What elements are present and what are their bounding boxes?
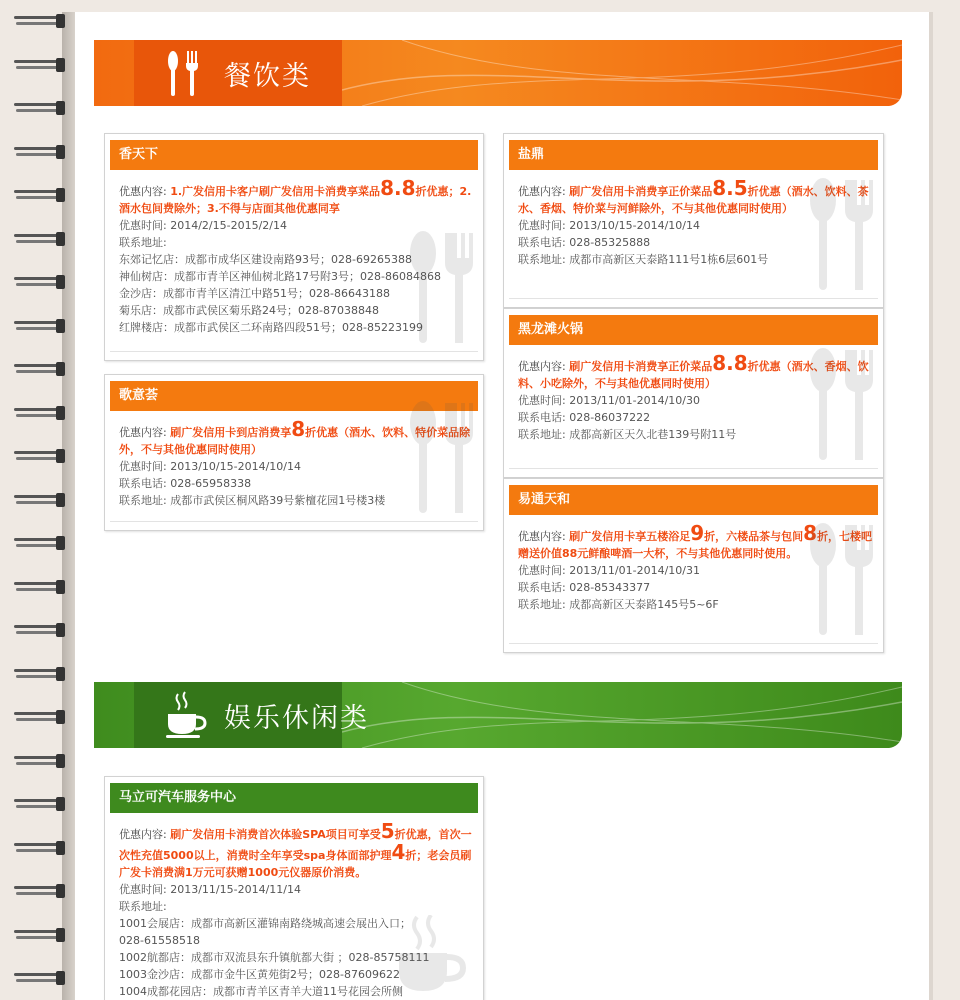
banner-swoosh-decoration [342, 40, 902, 106]
banner-swoosh-decoration [342, 682, 902, 748]
coffee-cup-icon [164, 690, 208, 740]
spiral-ring [14, 754, 66, 768]
merchant-name: 盐鼎 [509, 140, 878, 170]
spiral-ring [14, 623, 66, 637]
merchant-name: 香天下 [110, 140, 478, 170]
contact-line: 红牌楼店：成都市武侯区二环南路四段51号；028-85223199 [119, 321, 423, 334]
spiral-ring [14, 14, 66, 28]
merchant-card [104, 133, 484, 361]
spiral-ring [14, 710, 66, 724]
offer-post: 折优惠（酒水、饮料、特价菜品除外，不与其他优惠同时使用） [119, 426, 471, 456]
offer-pre: 刷广发信用卡消费享正价菜品 [569, 185, 713, 198]
card-divider [509, 468, 878, 469]
offer-time: 优惠时间: 2013/10/15-2014/10/14 [518, 219, 700, 232]
offer-discount-2: 4 [391, 840, 406, 864]
spiral-ring [14, 928, 66, 942]
fork-spoon-watermark-icon [405, 228, 475, 348]
spiral-ring [14, 667, 66, 681]
contact-line: 神仙树店：成都市青羊区神仙树北路17号附3号；028-86084868 [119, 270, 441, 283]
offer-label: 优惠内容: [518, 185, 566, 198]
spiral-ring [14, 232, 66, 246]
spiral-ring [14, 58, 66, 72]
offer-post: 折，七楼吧赠送价值88元鲜酿啤酒一大杯，不与其他优惠同时使用。 [518, 530, 873, 560]
fork-spoon-watermark-icon [805, 520, 875, 640]
offer-label: 优惠内容: [119, 828, 167, 841]
merchant-card [503, 133, 884, 308]
category-title: 餐饮类 [224, 61, 311, 92]
offer-label: 优惠内容: [518, 360, 566, 373]
spiral-ring [14, 101, 66, 115]
offer-post: 折优惠（酒水、香烟、饮料、小吃除外，不与其他优惠同时使用） [518, 360, 869, 390]
merchant-name: 黑龙滩火锅 [509, 315, 878, 345]
offer-discount: 8.5 [712, 176, 748, 200]
contact-line: 028-61558518 [119, 934, 200, 947]
offer-pre: 1.广发信用卡客户刷广发信用卡消费享菜品 [170, 185, 381, 198]
fork-spoon-watermark-icon [405, 398, 475, 518]
offer-discount: 8.8 [380, 176, 416, 200]
offer-label: 优惠内容: [119, 185, 167, 198]
contact-line: 联系地址: 成都高新区天泰路145号5~6F [518, 598, 719, 611]
offer-time: 优惠时间: 2014/2/15-2015/2/14 [119, 219, 287, 232]
spiral-ring [14, 145, 66, 159]
page-right-margin [933, 12, 960, 1000]
merchant-name: 马立可汽车服务中心 [110, 783, 478, 813]
contact-line: 联系地址: 成都高新区天久北巷139号附11号 [518, 428, 737, 441]
merchant-name: 歌意荟 [110, 381, 478, 411]
spiral-ring [14, 971, 66, 985]
offer-pre: 刷广发信用卡享五楼浴足 [569, 530, 691, 543]
contact-line: 联系电话: 028-86037222 [518, 411, 651, 424]
spiral-ring [14, 319, 66, 333]
card-divider [110, 351, 478, 352]
category-banner-entertainment [94, 682, 902, 748]
offer-discount: 8 [291, 417, 306, 441]
spiral-ring [14, 884, 66, 898]
offer-post: 折；老会员刷广发卡消费满1万元可获赠1000元仪器原价消费。 [119, 849, 472, 879]
offer-time: 优惠时间: 2013/10/15-2014/10/14 [119, 460, 301, 473]
fork-spoon-watermark-icon [805, 345, 875, 465]
card-divider [509, 643, 878, 644]
contact-line: 联系电话: 028-85343377 [518, 581, 651, 594]
contact-line: 1002航都店：成都市双流县东升镇航都大街 ；028-85758111 [119, 951, 430, 964]
fork-knife-icon [164, 48, 204, 98]
contact-line: 联系电话: 028-65958338 [119, 477, 252, 490]
contact-line: 1004成都花园店：成都市青羊区青羊大道11号花园会所侧 [119, 985, 403, 998]
offer-mid: 折，六楼品茶与包间 [704, 530, 804, 543]
offer-discount: 8.8 [712, 351, 748, 375]
offer-post: 折优惠；2.酒水包间费除外；3.不得与店面其他优惠同享 [119, 185, 472, 215]
offer-time: 优惠时间: 2013/11/01-2014/10/30 [518, 394, 700, 407]
spiral-ring [14, 493, 66, 507]
spiral-ring [14, 536, 66, 550]
spiral-ring [14, 580, 66, 594]
spiral-ring [14, 797, 66, 811]
contact-line: 联系地址: 成都市高新区天泰路111号1栋6层601号 [518, 253, 769, 266]
contact-line: 菊乐店：成都市武侯区菊乐路24号；028-87038848 [119, 304, 379, 317]
contact-line: 东郊记忆店：成都市成华区建设南路93号；028-69265388 [119, 253, 412, 266]
card-divider [110, 521, 478, 522]
contact-line: 联系地址: [119, 900, 167, 913]
offer-discount: 5 [380, 819, 395, 843]
category-title: 娱乐休闲类 [224, 703, 369, 734]
offer-time: 优惠时间: 2013/11/01-2014/10/31 [518, 564, 700, 577]
contact-line: 金沙店：成都市青羊区清江中路51号；028-86643188 [119, 287, 390, 300]
offer-discount-2: 8 [803, 521, 818, 545]
merchant-card [503, 308, 884, 478]
offer-pre: 刷广发信用卡消费首次体验SPA项目可享受 [170, 828, 381, 841]
merchant-name: 易通天和 [509, 485, 878, 515]
notebook-page [75, 12, 933, 1000]
offer-pre: 刷广发信用卡到店消费享 [170, 426, 292, 439]
contact-line: 联系地址: [119, 236, 167, 249]
offer-pre: 刷广发信用卡消费享正价菜品 [569, 360, 713, 373]
spiral-binding [0, 0, 75, 1000]
offer-text [119, 176, 474, 217]
spiral-ring [14, 362, 66, 376]
merchant-card [104, 776, 484, 1000]
offer-discount: 9 [690, 521, 705, 545]
category-banner-food [94, 40, 902, 106]
contact-line: 1001会展店：成都市高新区灌锦南路绕城高速会展出入口； [119, 917, 411, 930]
offer-label: 优惠内容: [518, 530, 566, 543]
spiral-ring [14, 188, 66, 202]
card-divider [509, 298, 878, 299]
fork-spoon-watermark-icon [805, 175, 875, 295]
spiral-ring [14, 841, 66, 855]
offer-text [119, 819, 474, 881]
merchant-card [104, 374, 484, 531]
spiral-ring [14, 275, 66, 289]
contact-line: 联系电话: 028-85325888 [518, 236, 651, 249]
spiral-ring [14, 449, 66, 463]
contact-line: 1003金沙店：成都市金牛区黄苑街2号；028-87609622 [119, 968, 400, 981]
top-margin [0, 0, 960, 12]
coffee-cup-watermark-icon [395, 915, 475, 995]
spiral-ring [14, 406, 66, 420]
offer-mid: 折优惠，首次一次性充值5000以上，消费时全年享受spa身体面部护理 [119, 828, 472, 862]
contact-line: 联系地址: 成都市武侯区桐风路39号紫檀花园1号楼3楼 [119, 494, 386, 507]
offer-time: 优惠时间: 2013/11/15-2014/11/14 [119, 883, 301, 896]
offer-post: 折优惠（酒水、饮料、茶水、香烟、特价菜与河鲜除外，不与其他优惠同时使用） [518, 185, 869, 215]
merchant-card [503, 478, 884, 653]
offer-label: 优惠内容: [119, 426, 167, 439]
